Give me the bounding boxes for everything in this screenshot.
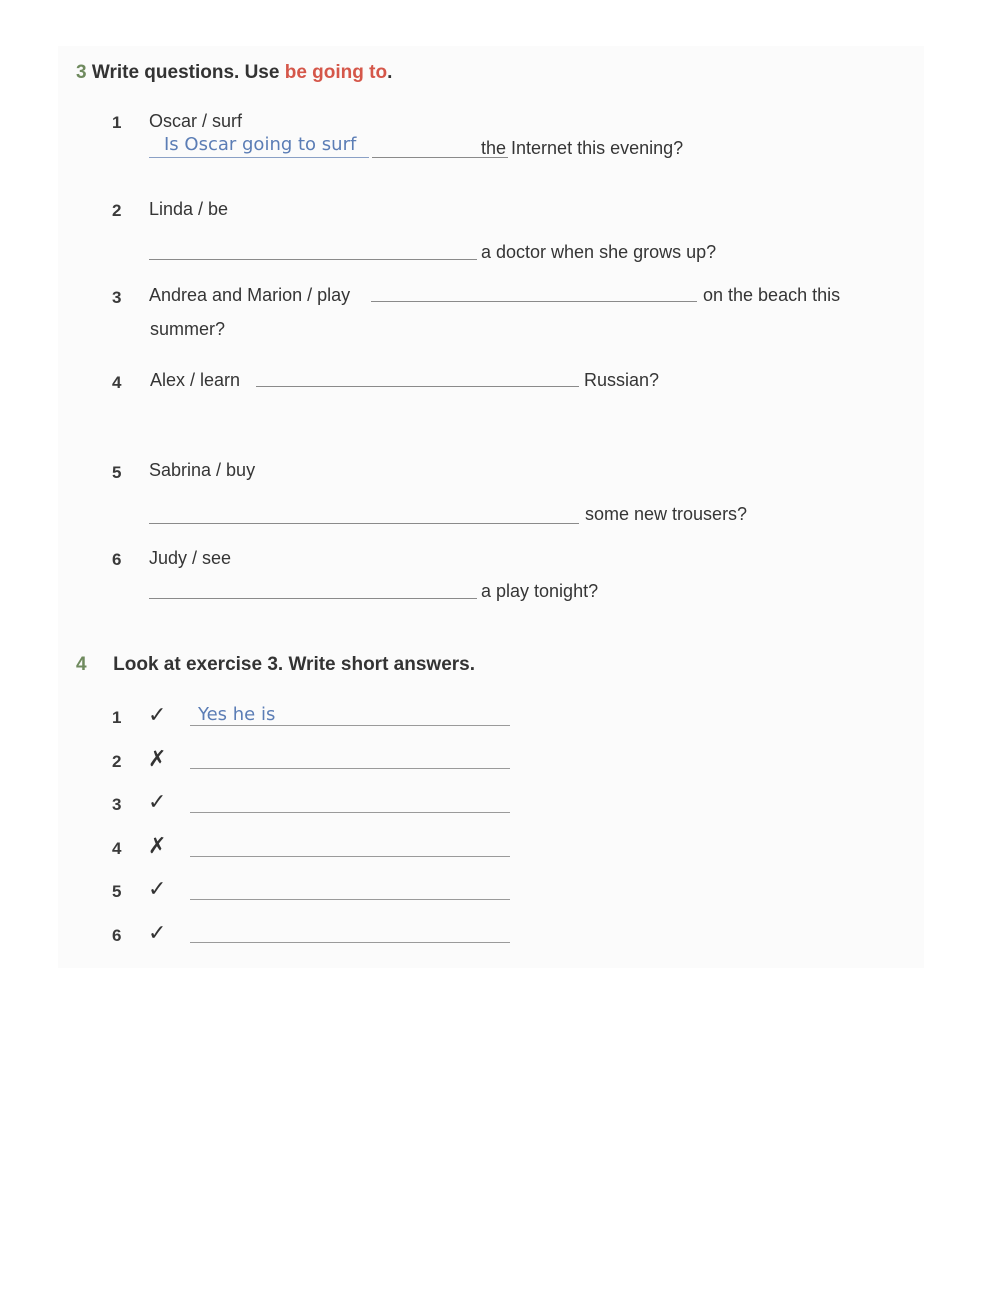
ex4-answer-line[interactable] <box>190 899 510 900</box>
ex4-item-number: 3 <box>112 795 122 814</box>
ex4-item-number: 1 <box>112 708 122 727</box>
exercise-3-number: 3 <box>76 62 87 83</box>
ex3-item-prompt: Judy / see <box>149 548 232 568</box>
check-mark-icon: ✓ <box>148 702 167 727</box>
ex3-item-number: 3 <box>112 288 122 307</box>
cross-mark-icon: ✗ <box>148 746 167 771</box>
ex3-item-prompt: Alex / learn <box>150 370 241 390</box>
ex4-answer-line[interactable] <box>190 856 510 857</box>
check-mark-icon: ✓ <box>148 789 167 814</box>
ex3-answer-line <box>149 157 369 158</box>
ex3-item-tail-continued: summer? <box>150 319 226 339</box>
ex3-item-tail: a play tonight? <box>481 581 599 601</box>
ex3-item-number: 2 <box>112 201 122 220</box>
ex3-answer-blank[interactable] <box>149 259 477 260</box>
ex4-answer-line[interactable] <box>190 942 510 943</box>
ex4-answer-line[interactable] <box>190 768 510 769</box>
check-mark-icon: ✓ <box>148 920 167 945</box>
ex3-item-tail: on the beach this <box>703 285 841 305</box>
ex3-answer-blank[interactable] <box>256 386 579 387</box>
ex3-item-number: 5 <box>112 463 122 482</box>
exercise-3-heading <box>76 62 392 84</box>
ex4-item-number: 5 <box>112 882 122 901</box>
ex3-item-tail: Russian? <box>584 370 660 390</box>
exercise-3-title-accent: be going to <box>284 62 388 83</box>
exercise-3-title: Write questions. Use <box>91 62 280 83</box>
ex3-item-answer[interactable]: Is Oscar going to surf <box>164 134 357 155</box>
ex4-item-answer[interactable]: Yes he is <box>198 704 276 725</box>
ex3-item-tail: the Internet this evening? <box>481 138 684 158</box>
ex3-item-prompt: Linda / be <box>149 199 229 219</box>
ex4-item-number: 2 <box>112 752 122 771</box>
exercise-4-heading <box>76 654 475 676</box>
ex3-item-number: 1 <box>112 113 122 132</box>
check-mark-icon: ✓ <box>148 876 167 901</box>
ex3-item-prompt: Andrea and Marion / play <box>149 285 351 305</box>
ex4-item-number: 6 <box>112 926 122 945</box>
ex3-item-number: 4 <box>112 373 122 392</box>
exercise-4-number: 4 <box>76 654 87 675</box>
ex3-item-prompt: Sabrina / buy <box>149 460 256 480</box>
ex3-item-prompt: Oscar / surf <box>149 111 243 131</box>
ex3-answer-blank[interactable] <box>149 598 477 599</box>
ex3-answer-blank[interactable] <box>371 301 697 302</box>
exercise-4-title: Look at exercise 3. Write short answers. <box>113 654 475 675</box>
ex3-item-tail: a doctor when she grows up? <box>481 242 717 262</box>
ex3-answer-blank[interactable] <box>149 523 579 524</box>
exercise-3-title-end: . <box>387 62 393 83</box>
ex3-item-tail: some new trousers? <box>585 504 748 524</box>
ex3-item-number: 6 <box>112 550 122 569</box>
ex4-answer-line[interactable] <box>190 812 510 813</box>
ex4-answer-line <box>190 725 510 726</box>
worksheet-page <box>58 46 924 968</box>
ex4-item-number: 4 <box>112 839 122 858</box>
cross-mark-icon: ✗ <box>148 833 167 858</box>
